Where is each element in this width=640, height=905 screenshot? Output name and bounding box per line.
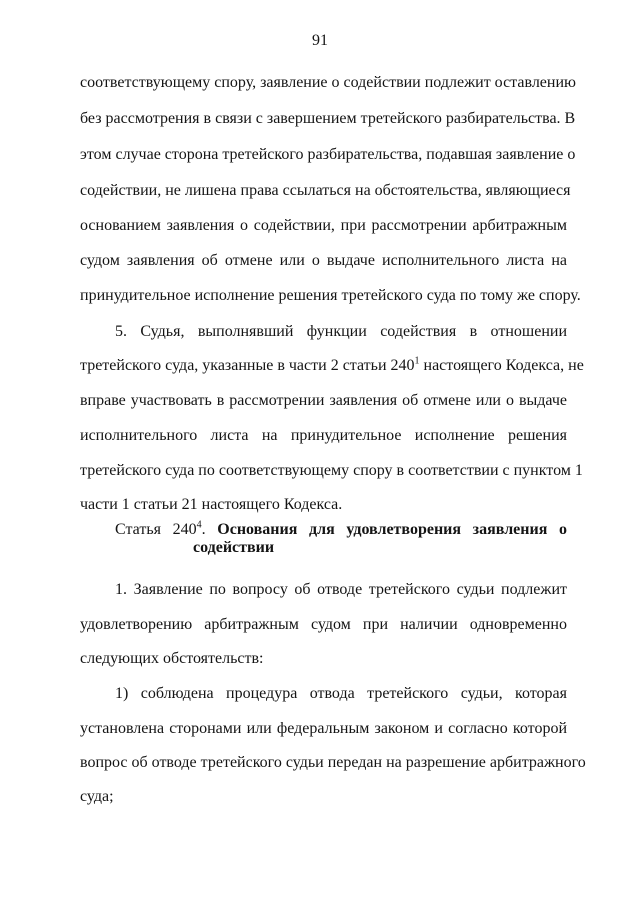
superscript: 1: [414, 355, 420, 367]
text-line: без рассмотрения в связи с завершением третейского разбирательства. В: [80, 110, 576, 127]
text-line: следующих обстоятельств:: [80, 650, 264, 667]
article-heading: [115, 521, 567, 557]
text-line: третейского суда по соответствующему спору в соответствии с пунктом 1: [80, 462, 583, 479]
text-line: соответствующему спору, заявление о содействии подлежит оставлению: [80, 74, 576, 91]
article-title-continuation: содействии: [193, 539, 275, 556]
text-line: [80, 355, 584, 376]
text-line: удовлетворению арбитражным судом при наличии одновременно: [80, 616, 567, 633]
page-number: 91: [312, 32, 328, 49]
text-line: установлена сторонами или федеральным законом и согласно которой: [80, 720, 567, 737]
text-line: этом случае сторона третейского разбирательства, подавшая заявление о: [80, 146, 576, 163]
text-line: содействии, не лишена права ссылаться на обстоятельства, являющиеся: [80, 182, 571, 199]
article-heading-line: [115, 521, 567, 539]
article-label-suffix: .: [201, 521, 206, 538]
text-line: 5. Судья, выполнявший функции содействия в отношении: [115, 323, 567, 340]
text-fragment: настоящего Кодекса, не: [419, 357, 584, 374]
text-line: суда;: [80, 788, 114, 805]
text-line: вправе участвовать в рассмотрении заявления об отмене или о выдаче: [80, 392, 567, 409]
text-line: основанием заявления о содействии, при рассмотрении арбитражным: [80, 217, 567, 234]
text-line: 1) соблюдена процедура отвода третейского судьи, которая: [115, 685, 567, 702]
text-line: части 1 статьи 21 настоящего Кодекса.: [80, 496, 343, 513]
article-title: Основания для удовлетворения заявления о: [217, 521, 568, 538]
text-line: исполнительного листа на принудительное исполнение решения: [80, 427, 567, 444]
text-fragment: третейского суда, указанные в части 2 статьи 240: [80, 357, 415, 374]
article-label: Статья 240: [115, 521, 197, 538]
text-line: 1. Заявление по вопросу об отводе третейского судьи подлежит: [115, 581, 567, 598]
text-line: принудительное исполнение решения третейского суда по тому же спору.: [80, 287, 581, 304]
superscript: 4: [196, 519, 202, 531]
text-line: вопрос об отводе третейского судьи передан на разрешение арбитражного: [80, 754, 586, 771]
text-line: судом заявления об отмене или о выдаче исполнительного листа на: [80, 252, 567, 269]
